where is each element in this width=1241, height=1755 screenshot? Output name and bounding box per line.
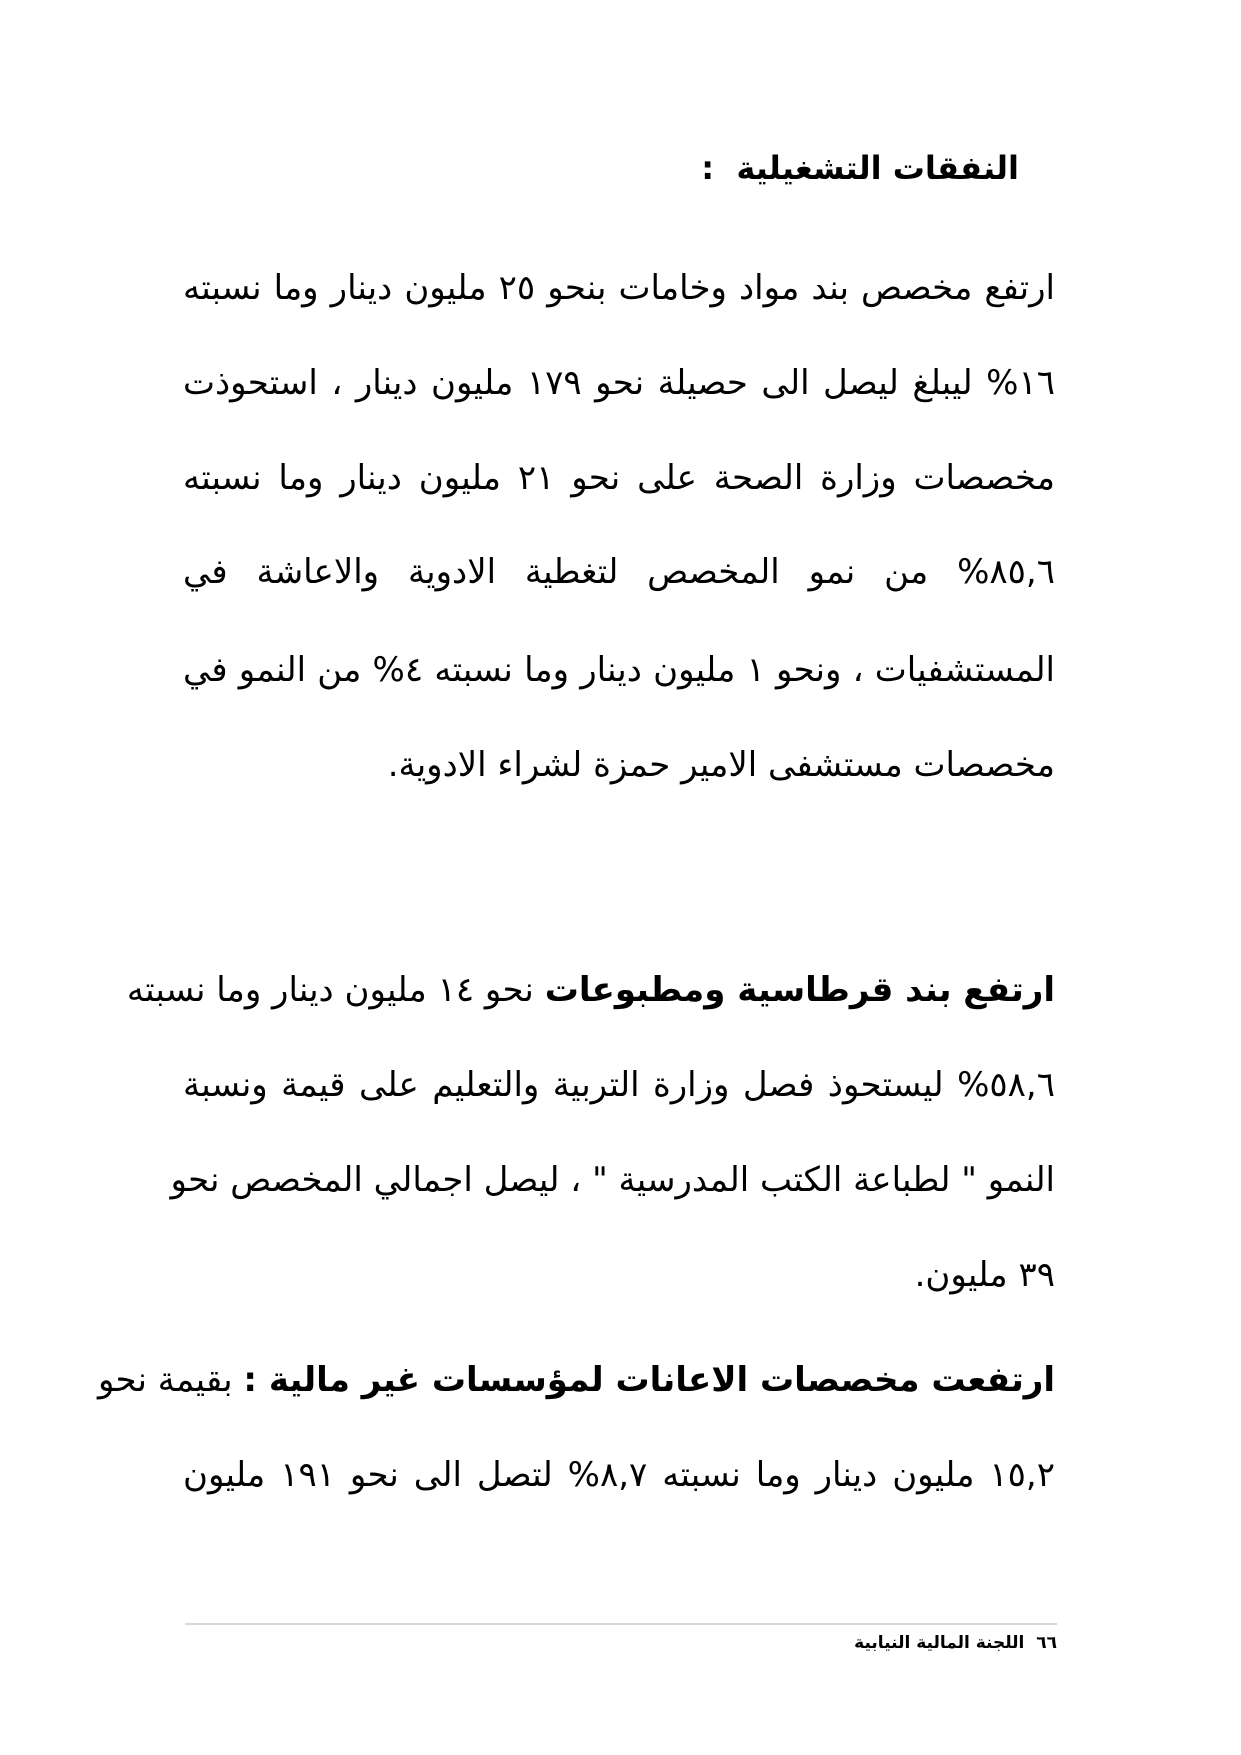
footer-divider bbox=[185, 1623, 1057, 1625]
paragraph-line bbox=[126, 960, 1055, 1020]
paragraph-line: ٣٩ مليون. bbox=[914, 1255, 1055, 1295]
paragraph-line: ١٥,٢ مليون دينار وما نسبته ٨,٧% لتصل الى نحو ١٩١ مليون bbox=[183, 1455, 1055, 1495]
page-footer bbox=[854, 1630, 1057, 1656]
section-heading: النفقات التشغيلية : bbox=[701, 149, 1019, 187]
paragraph-line: المستشفيات ، ونحو ١ مليون دينار وما نسبته ٤% من النمو في bbox=[183, 650, 1055, 690]
page-number: ٦٦ bbox=[1036, 1633, 1057, 1653]
line-text: بقيمة نحو bbox=[97, 1360, 244, 1400]
paragraph-line: ٨٥,٦% من نمو المخصص لتغطية الادوية والاعاشة في bbox=[183, 552, 1055, 592]
bold-lead: ارتفع بند قرطاسية ومطبوعات bbox=[544, 970, 1055, 1010]
footer-label: اللجنة المالية النيابية bbox=[854, 1633, 1025, 1653]
paragraph-line: ٥٨,٦% ليستحوذ فصل وزارة التربية والتعليم على قيمة ونسبة bbox=[183, 1065, 1055, 1105]
paragraph-line bbox=[97, 1350, 1055, 1410]
bold-lead: ارتفعت مخصصات الاعانات لمؤسسات غير مالية : bbox=[243, 1360, 1055, 1400]
paragraph-line: مخصصات وزارة الصحة على نحو ٢١ مليون دينار وما نسبته bbox=[183, 458, 1055, 498]
line-text: نحو ١٤ مليون دينار وما نسبته bbox=[126, 970, 545, 1010]
paragraph-line: النمو " لطباعة الكتب المدرسية " ، ليصل اجمالي المخصص نحو bbox=[170, 1160, 1055, 1200]
paragraph-line: ١٦% ليبلغ ليصل الى حصيلة نحو ١٧٩ مليون دينار ، استحوذت bbox=[183, 363, 1055, 403]
paragraph-line: ارتفع مخصص بند مواد وخامات بنحو ٢٥ مليون دينار وما نسبته bbox=[183, 268, 1056, 308]
paragraph-line: مخصصات مستشفى الامير حمزة لشراء الادوية. bbox=[387, 745, 1055, 785]
